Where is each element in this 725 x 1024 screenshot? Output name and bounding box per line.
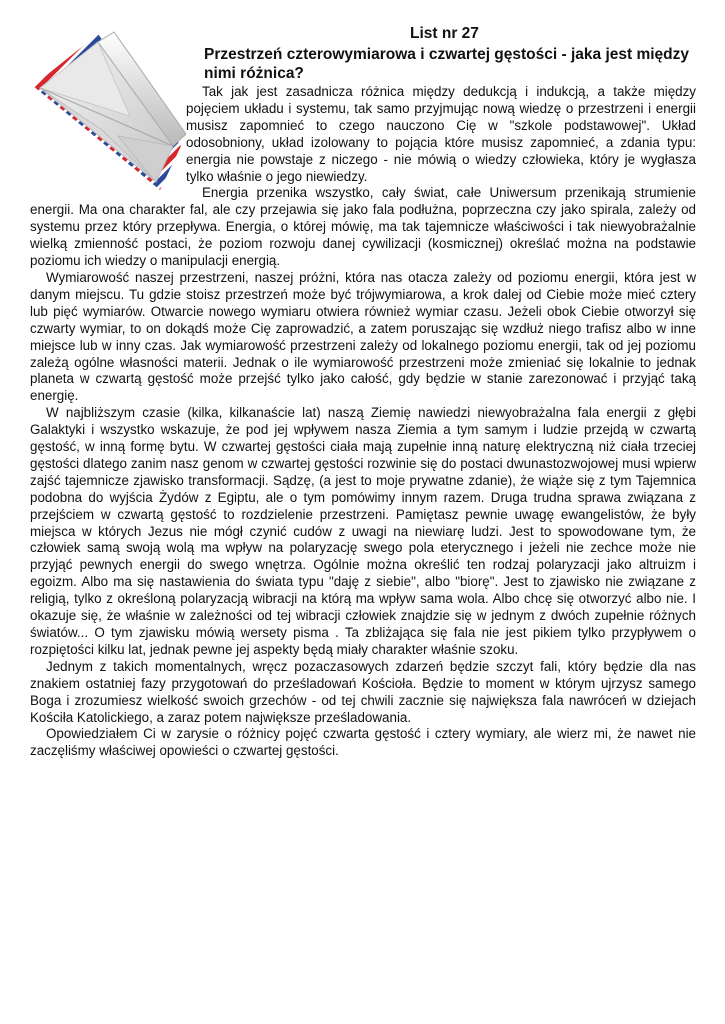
page-title: Przestrzeń czterowymiarowa i czwartej gęstości - jaka jest między nimi różnica? bbox=[204, 46, 690, 82]
paragraph-5: Jednym z takich momentalnych, wręcz pozaczasowych zdarzeń będzie szczyt fali, który będzie dla nas znakiem ostatniej fazy przygotowań do prześladowań Kościoła. Będzie to moment w którym ujrzysz samego Boga i zrozumiesz wielkość swoich grzechów - od tej chwili zacznie się największa fala nawróceń w dziejach Kościła Katolickiego, a zaraz potem największe prześladowania. bbox=[30, 658, 696, 725]
envelope-text-wrap bbox=[30, 84, 186, 202]
paragraph-1: Tak jak jest zasadnicza różnica między dedukcją i indukcją, a także między pojęciem układu i systemu, tak samo przyjmując nową wiedzę o przestrzeni i energii musisz zapomnieć to czego nauczono Cię w "szkole podstawowej". Układ odosobniony, układ izolowany to pojącia które musisz zapomnieć, a zdania typu: energia nie powstaje z niczego - nie mówią o wiedzy człowieka, który je wygłasza tylko właśnie o jego niewiedzy. bbox=[186, 84, 696, 184]
letter-body bbox=[30, 84, 696, 760]
paragraph-4: W najbliższym czasie (kilka, kilkanaście lat) naszą Ziemię nawiedzi niewyobrażalna fala energii z głębi Galaktyki i wszystko wskazuje, że pod jej wpływem nasza Ziemia a tym samym i ludzie przejdą w czwartą gęstość, w inną formę bytu. W czwartej gęstości ciała mają zupełnie inną naturę elektryczną niż ciała trzeciej gęstości dlatego zanim nasz genom w czwartej gęstości rozwinie się do postaci dwunastozwojowej musi wpierw zajść tajemnicze zjawisko transformacji. Sądzę, (a jest to moje prywatne zdanie), że wiąże się z tym Tajemnica podobna do wyjścia Żydów z Egiptu, ale o tym pomówimy innym razem. Druga trudna sprawa związana z przejściem w czwartą gęstość to rozdzielenie przestrzeni. Pamiętasz pewnie uwagę ewangelistów, że były miejsca w których Jezus nie mógł czynić cudów z uwagi na niewiarę ludzi. Jest to spowodowane tym, że człowiek samą swoją wolą ma wpływ na polaryzację swego pola eterycznego i jeżeli nie zechce może nie przyjąć pewnych energii do swego wnętrza. Ogólnie można określić ten rodzaj polaryzacji jako altruizm i egoizm. Albo ma się nastawienia do świata typu "daję z siebie", albo "biorę". Jest to zjawisko nie związane z religią, tylko z określoną polaryzacją wibracji na którą ma wpływ sama wola. Albo chcę się otworzyć albo nie. I okazuje się, że właśnie w zależności od tej wibracji człowiek znajdzie się w jednym z dwóch zupełnie różnych światów... O tym zjawisku mówią wersety pisma . Ta zbliżająca się fala nie jest pikiem tylko przypływem o rozpiętości kilku lat, jednak pewne jej aspekty będą miały charakter właśnie szoku. bbox=[30, 405, 696, 657]
paragraph-3: Wymiarowość naszej przestrzeni, naszej próżni, która nas otacza zależy od poziomu energii, która jest w danym miejscu. Tu gdzie stoisz przestrzeń może być trójwymiarowa, a krok dalej od Ciebie może mieć cztery lub pięć wymiarów. Otwarcie nowego wymiaru otwiera również wymiar czasu. Jeżeli obok Ciebie otworzył się czwarty wymiar, to on dokądś może Cię zaprowadzić, a zatem poruszając się wzdłuż niego trafisz albo w inne miejsce lub w inny czas. Jak wymiarowość przestrzeni zależy od lokalnego poziomu energii, tak od jej poziomu zależą ogólne własności materii. Jednak o ile wymiarowość przestrzeni może zmieniać się lokalnie to jednak planeta w czwartą gęstość może przejść tylko jako całość, gdy będzie w stanie zarezonować i przyjąć taką energię. bbox=[30, 269, 696, 404]
paragraph-2: Energia przenika wszystko, cały świat, całe Uniwersum przenikają strumienie energii. Ma ona charakter fal, ale czy przejawia się jako fala podłużna, poprzeczna czy jako spirala, zależy od systemu przez który przepływa. Energia, o której mówię, ma tak tajemnicze właściwości i tak niewyobrażalnie wielką zmienność postaci, że poziom rozwoju danej cywilizacji (kosmicznej) określać można na podstawie poziomu ich wiedzy o manipulacji energią. bbox=[30, 185, 696, 269]
paragraph-6: Opowiedziałem Ci w zarysie o różnicy pojęć czwarta gęstość i cztery wymiary, ale wierz mi, że nawet nie zaczęliśmy właściwej opowieści o czwartej gęstości. bbox=[30, 726, 696, 759]
letter-number: List nr 27 bbox=[410, 25, 479, 42]
